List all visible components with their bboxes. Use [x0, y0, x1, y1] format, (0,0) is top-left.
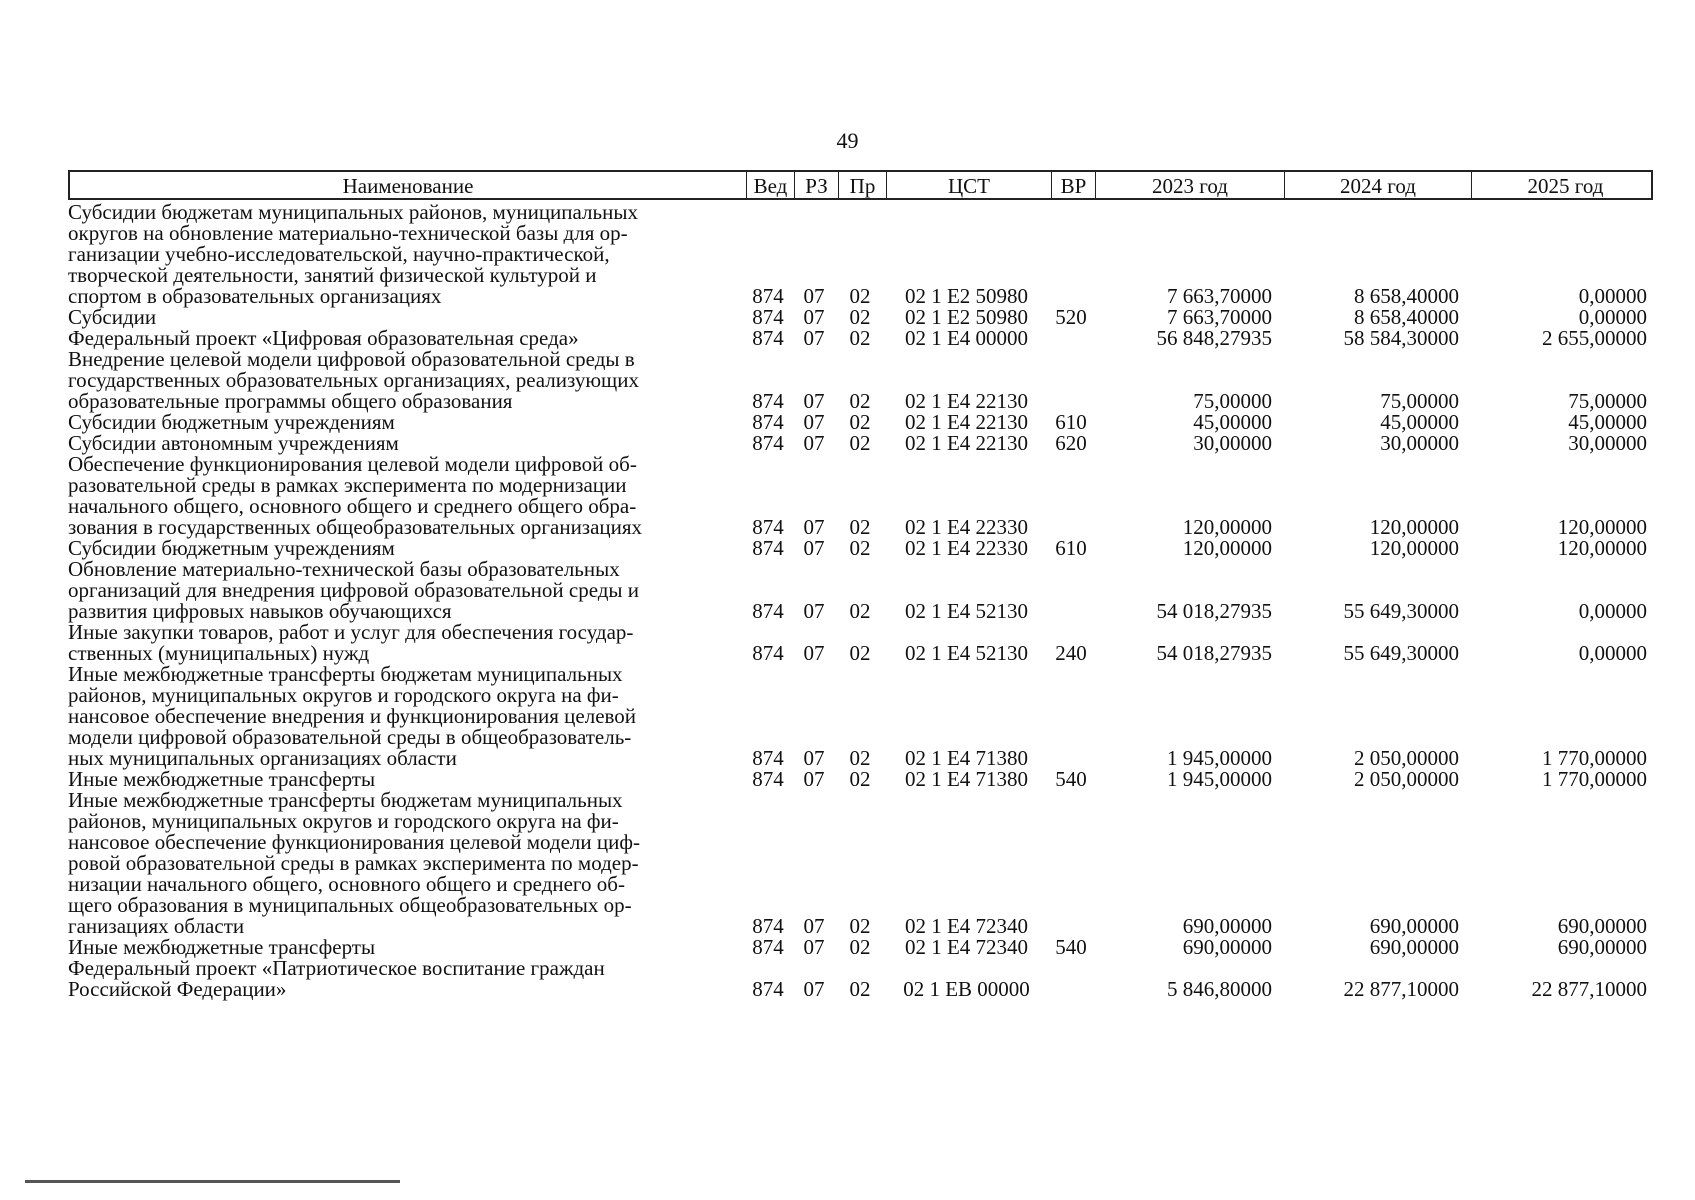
cell-cst: 02 1 E2 50980: [904, 284, 1029, 308]
cell-vr: 610: [1055, 536, 1087, 560]
cell-amount-2024: 690,00000: [1369, 935, 1459, 959]
cell-ved: 874: [752, 746, 784, 770]
budget-table: [68, 170, 1653, 1000]
cell-cst: 02 1 E4 22130: [904, 410, 1029, 434]
cell-rz: 07: [803, 305, 825, 329]
cell-vr: 620: [1055, 431, 1087, 455]
cell-cst: 02 1 E4 72340: [904, 914, 1029, 938]
table-header: [68, 170, 1653, 200]
cell-pr: 02: [849, 305, 871, 329]
cell-rz: 07: [803, 326, 825, 350]
cell-amount-2023: 1 945,00000: [1167, 746, 1272, 770]
cell-cst: 02 1 E4 22330: [904, 515, 1029, 539]
cell-name: Иные межбюджетные трансферты бюджетам муниципальных районов, муниципальных округов и городского округа на фи- нансовое обеспечение функционирования целевой модели циф- ровой образовательной среды в рамках эксперимента по модер- низации начального общего, основного общего и среднего об- щего образования в муниципальных общеобразовательных ор- ганизациях области: [68, 788, 640, 938]
cell-cst: 02 1 E4 72340: [904, 935, 1029, 959]
cell-vr: 520: [1055, 305, 1087, 329]
table-row: [68, 454, 1653, 538]
cell-pr: 02: [849, 935, 871, 959]
cell-rz: 07: [803, 599, 825, 623]
cell-name: Субсидии бюджетам муниципальных районов, муниципальных округов на обновление материально-технической базы для ор- ганизации учебно-исследовательской, научно-практической, творческой деятельности, занятий физической культурой и спортом в образовательных организациях: [68, 200, 638, 308]
cell-amount-2025: 690,00000: [1557, 914, 1647, 938]
cell-rz: 07: [803, 284, 825, 308]
header-2025: 2025 год: [1471, 172, 1659, 200]
cell-amount-2023: 120,00000: [1182, 536, 1272, 560]
cell-amount-2024: 30,00000: [1380, 431, 1459, 455]
cell-name: Субсидии: [68, 305, 157, 329]
table-row: [68, 622, 1653, 664]
table-row: [68, 349, 1653, 412]
cell-pr: 02: [849, 326, 871, 350]
cell-rz: 07: [803, 410, 825, 434]
cell-name: Субсидии автономным учреждениям: [68, 431, 399, 455]
cell-pr: 02: [849, 977, 871, 1001]
cell-pr: 02: [849, 284, 871, 308]
cell-amount-2025: 30,00000: [1568, 431, 1647, 455]
cell-ved: 874: [752, 977, 784, 1001]
cell-amount-2024: 75,00000: [1380, 389, 1459, 413]
cell-amount-2023: 54 018,27935: [1156, 641, 1272, 665]
cell-amount-2025: 120,00000: [1557, 515, 1647, 539]
cell-amount-2023: 120,00000: [1182, 515, 1272, 539]
cell-name: Иные межбюджетные трансферты: [68, 767, 376, 791]
cell-amount-2023: 56 848,27935: [1156, 326, 1272, 350]
cell-amount-2023: 45,00000: [1193, 410, 1272, 434]
header-2024: 2024 год: [1284, 172, 1471, 200]
cell-amount-2024: 2 050,00000: [1354, 767, 1459, 791]
cell-ved: 874: [752, 410, 784, 434]
cell-pr: 02: [849, 431, 871, 455]
cell-amount-2025: 0,00000: [1578, 284, 1647, 308]
cell-name: Обеспечение функционирования целевой модели цифровой об- разовательной среды в рамках эксперимента по модернизации начального общего, основного общего и среднего общего обра- зования в государственных общеобразовательных организациях: [68, 452, 643, 539]
cell-amount-2024: 2 050,00000: [1354, 746, 1459, 770]
cell-amount-2025: 2 655,00000: [1542, 326, 1647, 350]
header-vr: ВР: [1051, 172, 1095, 200]
cell-cst: 02 1 E4 22130: [904, 431, 1029, 455]
cell-amount-2023: 75,00000: [1193, 389, 1272, 413]
table-row: [68, 664, 1653, 769]
cell-amount-2024: 55 649,30000: [1343, 641, 1459, 665]
table-row: [68, 202, 1653, 307]
cell-vr: 540: [1055, 935, 1087, 959]
table-row: [68, 328, 1653, 349]
cell-amount-2024: 8 658,40000: [1354, 305, 1459, 329]
header-pr: Пр: [838, 172, 886, 200]
cell-amount-2023: 7 663,70000: [1167, 305, 1272, 329]
table-row: [68, 769, 1653, 790]
cell-pr: 02: [849, 641, 871, 665]
table-row: [68, 433, 1653, 454]
cell-ved: 874: [752, 284, 784, 308]
cell-amount-2024: 120,00000: [1369, 515, 1459, 539]
cell-cst: 02 1 E4 71380: [904, 767, 1029, 791]
cell-rz: 07: [803, 389, 825, 413]
cell-name: Иные межбюджетные трансферты: [68, 935, 376, 959]
cell-cst: 02 1 E4 22330: [904, 536, 1029, 560]
cell-ved: 874: [752, 935, 784, 959]
table-row: [68, 412, 1653, 433]
cell-amount-2023: 690,00000: [1182, 935, 1272, 959]
cell-name: Субсидии бюджетным учреждениям: [68, 410, 395, 434]
cell-amount-2024: 58 584,30000: [1343, 326, 1459, 350]
cell-ved: 874: [752, 431, 784, 455]
header-rz: РЗ: [794, 172, 838, 200]
cell-cst: 02 1 E4 00000: [904, 326, 1029, 350]
cell-amount-2025: 0,00000: [1578, 599, 1647, 623]
cell-cst: 02 1 EB 00000: [903, 977, 1030, 1001]
cell-pr: 02: [849, 746, 871, 770]
table-row: [68, 958, 1653, 1000]
cell-vr: 540: [1055, 767, 1087, 791]
cell-cst: 02 1 E4 22130: [904, 389, 1029, 413]
cell-ved: 874: [752, 536, 784, 560]
cell-name: Иные закупки товаров, работ и услуг для обеспечения государ- ственных (муниципальных) нужд: [68, 620, 634, 665]
cell-ved: 874: [752, 326, 784, 350]
header-ved: Вед: [746, 172, 794, 200]
cell-cst: 02 1 E4 52130: [904, 641, 1029, 665]
header-name: Наименование: [342, 174, 474, 198]
cell-name: Федеральный проект «Цифровая образовательная среда»: [68, 326, 579, 350]
cell-ved: 874: [752, 305, 784, 329]
table-row: [68, 790, 1653, 937]
cell-rz: 07: [803, 914, 825, 938]
cell-pr: 02: [849, 914, 871, 938]
cell-name: Обновление материально-технической базы образовательных организаций для внедрения цифровой образовательной среды и развития цифровых навыков обучающихся: [68, 557, 640, 623]
cell-rz: 07: [803, 515, 825, 539]
table-row: [68, 937, 1653, 958]
cell-rz: 07: [803, 641, 825, 665]
footer-rule: [25, 1180, 400, 1183]
table-body: [68, 202, 1653, 1000]
cell-pr: 02: [849, 515, 871, 539]
cell-cst: 02 1 E4 71380: [904, 746, 1029, 770]
cell-rz: 07: [803, 977, 825, 1001]
cell-ved: 874: [752, 515, 784, 539]
cell-amount-2024: 120,00000: [1369, 536, 1459, 560]
cell-pr: 02: [849, 536, 871, 560]
header-cst: ЦСТ: [886, 172, 1051, 200]
cell-ved: 874: [752, 389, 784, 413]
cell-name: Федеральный проект «Патриотическое воспитание граждан Российской Федерации»: [68, 956, 605, 1001]
cell-rz: 07: [803, 935, 825, 959]
cell-vr: 240: [1055, 641, 1087, 665]
cell-pr: 02: [849, 767, 871, 791]
cell-amount-2023: 5 846,80000: [1167, 977, 1272, 1001]
cell-amount-2025: 0,00000: [1578, 641, 1647, 665]
cell-amount-2024: 8 658,40000: [1354, 284, 1459, 308]
cell-amount-2023: 54 018,27935: [1156, 599, 1272, 623]
cell-ved: 874: [752, 599, 784, 623]
table-row: [68, 559, 1653, 622]
cell-rz: 07: [803, 431, 825, 455]
cell-pr: 02: [849, 389, 871, 413]
cell-amount-2025: 690,00000: [1557, 935, 1647, 959]
cell-amount-2023: 1 945,00000: [1167, 767, 1272, 791]
cell-pr: 02: [849, 410, 871, 434]
cell-rz: 07: [803, 767, 825, 791]
cell-amount-2024: 45,00000: [1380, 410, 1459, 434]
cell-amount-2025: 45,00000: [1568, 410, 1647, 434]
cell-amount-2024: 55 649,30000: [1343, 599, 1459, 623]
cell-amount-2024: 690,00000: [1369, 914, 1459, 938]
cell-amount-2023: 30,00000: [1193, 431, 1272, 455]
cell-name: Внедрение целевой модели цифровой образовательной среды в государственных образовательных организациях, реализующих образовательные программы общего образования: [68, 347, 639, 413]
cell-name: Субсидии бюджетным учреждениям: [68, 536, 395, 560]
table-row: [68, 538, 1653, 559]
cell-amount-2024: 22 877,10000: [1343, 977, 1459, 1001]
cell-ved: 874: [752, 767, 784, 791]
cell-cst: 02 1 E2 50980: [904, 305, 1029, 329]
cell-amount-2023: 7 663,70000: [1167, 284, 1272, 308]
cell-amount-2023: 690,00000: [1182, 914, 1272, 938]
cell-ved: 874: [752, 641, 784, 665]
cell-amount-2025: 1 770,00000: [1542, 746, 1647, 770]
cell-name: Иные межбюджетные трансферты бюджетам муниципальных районов, муниципальных округов и городского округа на фи- нансовое обеспечение внедрения и функционирования целевой модели цифровой образовательной среды в общеобразователь- ных муниципальных организациях области: [68, 662, 637, 770]
cell-cst: 02 1 E4 52130: [904, 599, 1029, 623]
header-2023: 2023 год: [1095, 172, 1284, 200]
cell-vr: 610: [1055, 410, 1087, 434]
cell-amount-2025: 22 877,10000: [1531, 977, 1647, 1001]
cell-rz: 07: [803, 536, 825, 560]
cell-amount-2025: 1 770,00000: [1542, 767, 1647, 791]
cell-pr: 02: [849, 599, 871, 623]
page-number: 49: [836, 128, 859, 153]
cell-ved: 874: [752, 914, 784, 938]
cell-amount-2025: 120,00000: [1557, 536, 1647, 560]
cell-rz: 07: [803, 746, 825, 770]
cell-amount-2025: 0,00000: [1578, 305, 1647, 329]
cell-amount-2025: 75,00000: [1568, 389, 1647, 413]
table-row: [68, 307, 1653, 328]
